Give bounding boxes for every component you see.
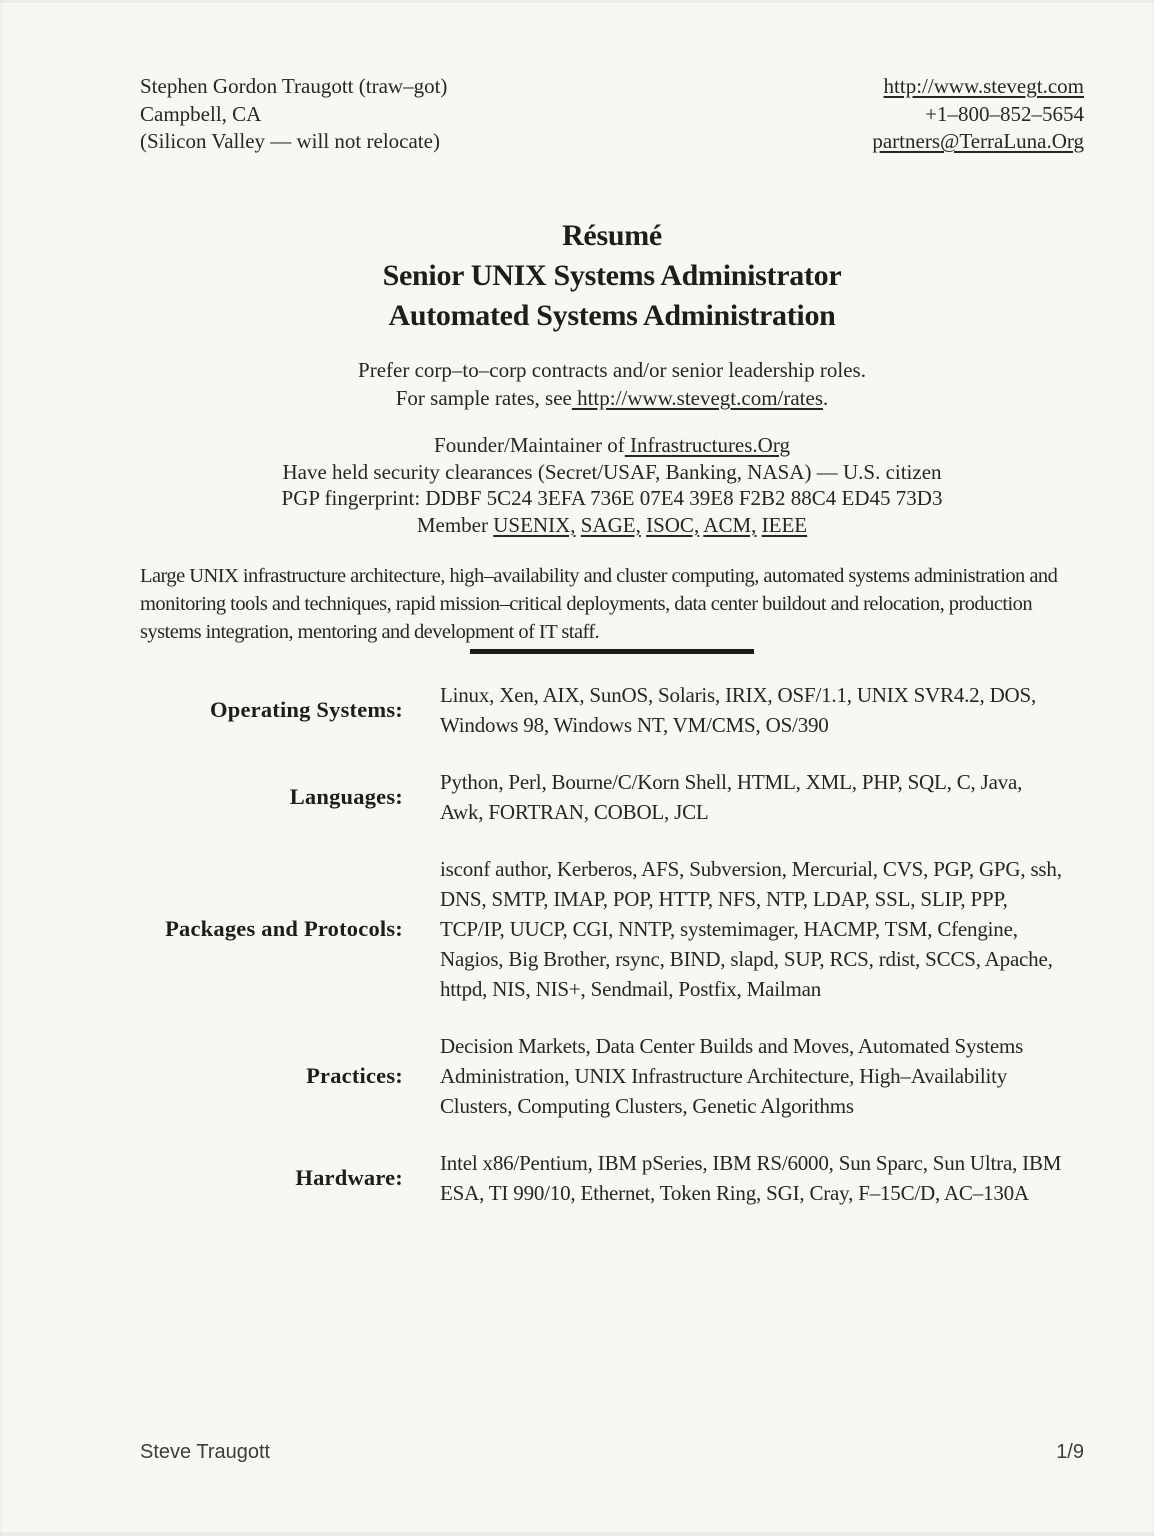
credentials-block bbox=[140, 432, 1084, 538]
pgp-fingerprint-line: PGP fingerprint: DDBF 5C24 3EFA 736E 07E4 39E8 F2B2 88C4 ED45 73D3 bbox=[281, 486, 943, 510]
rates-link[interactable]: http://www.stevegt.com/rates bbox=[571, 386, 824, 410]
rates-prefix: For sample rates, see bbox=[395, 386, 572, 410]
founder-prefix: Founder/Maintainer of bbox=[434, 433, 625, 457]
founder-line bbox=[140, 432, 1084, 459]
intro-block bbox=[140, 356, 1084, 412]
ieee-link[interactable]: IEEE bbox=[761, 512, 808, 537]
page-number: 1/9 bbox=[1056, 1441, 1084, 1463]
contact-block-left bbox=[140, 73, 447, 156]
skill-label-practices: Practices: bbox=[306, 1063, 403, 1088]
sage-link[interactable]: SAGE, bbox=[580, 512, 641, 537]
skill-label-languages: Languages: bbox=[289, 784, 403, 809]
acm-link[interactable]: ACM, bbox=[703, 512, 757, 537]
skill-label-packages-protocols: Packages and Protocols: bbox=[165, 916, 403, 941]
summary-paragraph: Large UNIX infrastructure architecture, high–availability and cluster computing, automated systems administration and monitoring tools and techniques, rapid mission–critical deployments, data center buildout and relocation, production systems integration, mentoring and development of IT staff. bbox=[140, 565, 1058, 643]
website-link[interactable]: http://www.stevegt.com bbox=[883, 74, 1084, 98]
skill-label-operating-systems: Operating Systems: bbox=[210, 697, 403, 722]
skills-table bbox=[140, 680, 1062, 1208]
skill-value-hardware: Intel x86/Pentium, IBM pSeries, IBM RS/6000, Sun Sparc, Sun Ultra, IBM ESA, TI 990/10, Ethernet, Token Ring, SGI, Cray, F–15C/D, AC–130A bbox=[440, 1151, 1062, 1205]
usenix-link[interactable]: USENIX, bbox=[493, 512, 576, 537]
isoc-link[interactable]: ISOC, bbox=[646, 512, 700, 537]
preference-line: Prefer corp–to–corp contracts and/or senior leadership roles. bbox=[358, 358, 866, 382]
memberships-line bbox=[140, 512, 1084, 539]
rates-line bbox=[140, 384, 1084, 412]
title-block bbox=[140, 216, 1084, 336]
footer-name: Steve Traugott bbox=[140, 1441, 271, 1463]
job-title: Senior UNIX Systems Administrator bbox=[382, 259, 842, 292]
skill-value-packages-protocols: isconf author, Kerberos, AFS, Subversion, Mercurial, CVS, PGP, GPG, ssh, DNS, SMTP, IMAP, POP, HTTP, NFS, NTP, LDAP, SSL, SLIP, PPP, TCP/IP, UUCP, CGI, NNTP, systemimager, HACMP, TSM, Cfengine, Nagios, Big Brother, rsync, BIND, slapd, SUP, RCS, rdist, SCCS, Apache, httpd, NIS, NIS+, Sendmail, Postfix, Mailman bbox=[440, 857, 1062, 1001]
page-footer bbox=[140, 1441, 1084, 1464]
skill-value-operating-systems: Linux, Xen, AIX, SunOS, Solaris, IRIX, OSF/1.1, UNIX SVR4.2, DOS, Windows 98, Windows NT, VM/CMS, OS/390 bbox=[440, 683, 1037, 737]
contact-block-right bbox=[872, 73, 1084, 156]
email-link[interactable]: partners@TerraLuna.Org bbox=[872, 129, 1084, 153]
skill-label-hardware: Hardware: bbox=[295, 1165, 403, 1190]
contact-name: Stephen Gordon Traugott (traw–got) bbox=[140, 74, 448, 98]
contact-note: (Silicon Valley –– will not relocate) bbox=[140, 129, 440, 153]
clearances-line: Have held security clearances (Secret/USAF, Banking, NASA) –– U.S. citizen bbox=[282, 459, 942, 484]
infrastructures-link[interactable]: Infrastructures.Org bbox=[624, 433, 790, 457]
rates-suffix: . bbox=[823, 386, 829, 410]
skill-value-languages: Python, Perl, Bourne/C/Korn Shell, HTML, XML, PHP, SQL, C, Java, Awk, FORTRAN, COBOL, JCL bbox=[440, 770, 1023, 824]
contact-city: Campbell, CA bbox=[140, 101, 262, 126]
member-prefix: Member bbox=[416, 512, 488, 537]
job-subtitle: Automated Systems Administration bbox=[388, 299, 836, 332]
phone-number: +1–800–852–5654 bbox=[925, 101, 1084, 126]
skill-value-practices: Decision Markets, Data Center Builds and Moves, Automated Systems Administration, UNIX Infrastructure Architecture, High–Availability Clusters, Computing Clusters, Genetic Algorithms bbox=[440, 1034, 1024, 1118]
section-divider bbox=[470, 649, 754, 654]
page-title: Résumé bbox=[562, 219, 662, 252]
